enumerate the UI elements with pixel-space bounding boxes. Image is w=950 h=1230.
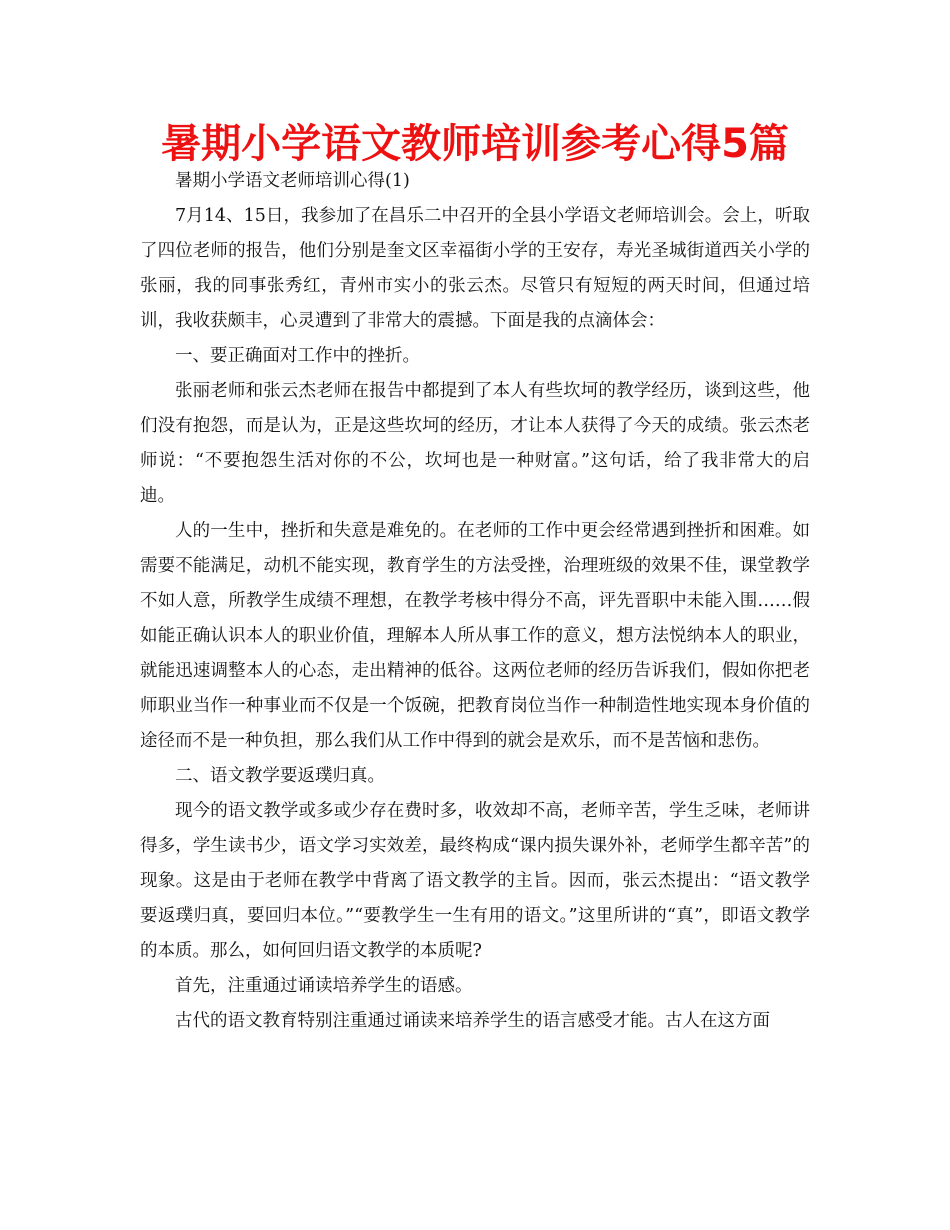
body-paragraph: 首先，注重通过诵读培养学生的语感。 <box>175 976 473 996</box>
body-paragraph: 现今的语文教学或多或少存在费时多，收效却不高，老师辛苦，学生乏味，老师讲得多，学生读书少，语文学习实效差，最终构成“课内损失课外补，老师学生都辛苦”的现象。这是由于老师在教学中背离了语文教学的主旨。因而，张云杰提出：“语文教学要返璞归真，要回归本位。”“要教学生一生有用的语文。”这里所讲的“真”，即语文教学的本质。那么，如何回归语文教学的本质呢? <box>140 801 810 961</box>
body-paragraph: 7月14、15日，我参加了在昌乐二中召开的全县小学语文老师培训会。会上，听取了四位老师的报告，他们分别是奎文区幸福街小学的王安存，寿光圣城街道西关小学的张丽，我的同事张秀红，青州市实小的张云杰。尽管只有短短的两天时间，但通过培训，我收获颇丰，心灵遭到了非常大的震撼。下面是我的点滴体会： <box>140 206 810 331</box>
section-heading: 二、语文教学要返璞归真。 <box>175 766 385 786</box>
subtitle-paragraph: 暑期小学语文老师培训心得(1) <box>175 171 410 191</box>
section-heading: 一、要正确面对工作中的挫折。 <box>175 346 420 366</box>
document-body <box>140 164 810 1039</box>
document-title: 暑期小学语文教师培训参考心得5篇 <box>161 121 789 167</box>
body-paragraph: 古代的语文教育特别注重通过诵读来培养学生的语言感受才能。古人在这方面 <box>175 1011 770 1031</box>
body-paragraph: 人的一生中，挫折和失意是难免的。在老师的工作中更会经常遇到挫折和困难。如需要不能满足，动机不能实现，教育学生的方法受挫，治理班级的效果不佳，课堂教学不如人意，所教学生成绩不理想，在教学考核中得分不高，评先晋职中未能入围……假如能正确认识本人的职业价值，理解本人所从事工作的意义，想方法悦纳本人的职业，就能迅速调整本人的心态，走出精神的低谷。这两位老师的经历告诉我们，假如你把老师职业当作一种事业而不仅是一个饭碗，把教育岗位当作一种制造性地实现本身价值的途径而不是一种负担，那么我们从工作中得到的就会是欢乐，而不是苦恼和悲伤。 <box>140 521 810 751</box>
body-paragraph: 张丽老师和张云杰老师在报告中都提到了本人有些坎坷的教学经历，谈到这些，他们没有抱怨，而是认为，正是这些坎坷的经历，才让本人获得了今天的成绩。张云杰老师说：“不要抱怨生活对你的不公，坎坷也是一种财富。”这句话，给了我非常大的启迪。 <box>140 381 810 506</box>
